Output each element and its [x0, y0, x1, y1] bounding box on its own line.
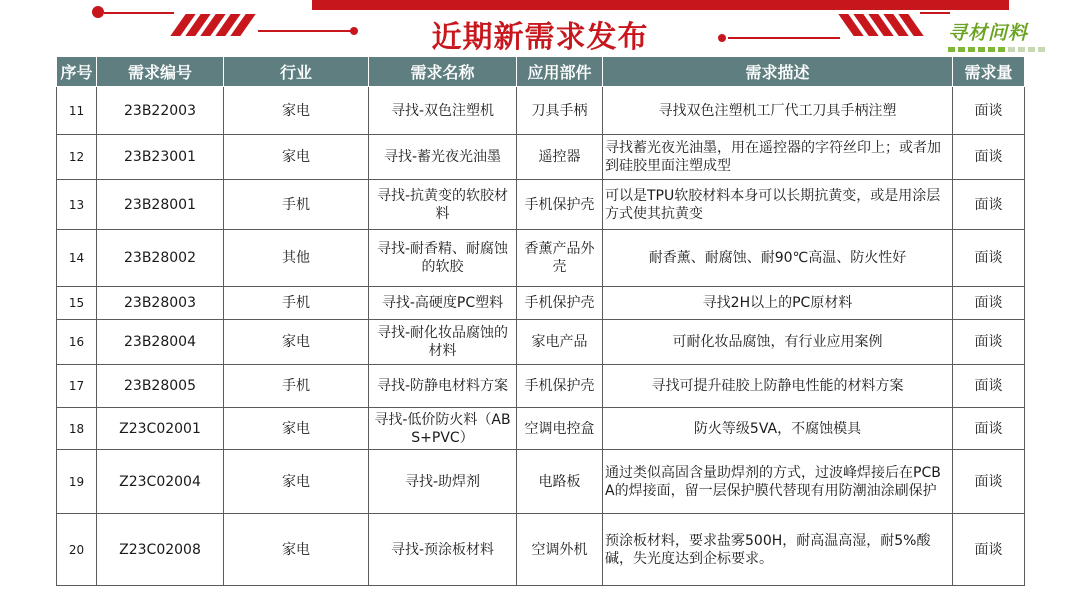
cell-qty: 面谈	[953, 180, 1025, 230]
cell-industry: 其他	[224, 230, 369, 287]
cell-qty: 面谈	[953, 408, 1025, 450]
cell-code: Z23C02001	[97, 408, 224, 450]
table-row	[57, 87, 1025, 135]
cell-industry: 手机	[224, 287, 369, 320]
cell-code: 23B22003	[97, 87, 224, 135]
cell-qty: 面谈	[953, 320, 1025, 365]
cell-name: 寻找-耐香精、耐腐蚀的软胶	[369, 230, 517, 287]
cell-industry: 家电	[224, 320, 369, 365]
col-header-seq: 序号	[57, 57, 97, 87]
cell-seq: 19	[57, 450, 97, 514]
cell-desc: 通过类似高固含量助焊剂的方式，过波峰焊接后在PCBA的焊接面，留一层保护膜代替现有用防潮油涂刷保护	[603, 450, 953, 514]
table-row	[57, 180, 1025, 230]
cell-name: 寻找-耐化妆品腐蚀的材料	[369, 320, 517, 365]
cell-part: 刀具手柄	[517, 87, 603, 135]
cell-seq: 20	[57, 514, 97, 586]
requirements-table	[56, 56, 1025, 586]
cell-desc: 耐香薰、耐腐蚀、耐90℃高温、防火性好	[603, 230, 953, 287]
cell-industry: 家电	[224, 135, 369, 180]
cell-desc: 寻找可提升硅胶上防静电性能的材料方案	[603, 365, 953, 408]
cell-code: 23B28002	[97, 230, 224, 287]
cell-desc: 寻找2H以上的PC原材料	[603, 287, 953, 320]
cell-desc: 可以是TPU软胶材料本身可以长期抗黄变，或是用涂层方式使其抗黄变	[603, 180, 953, 230]
col-header-name: 需求名称	[369, 57, 517, 87]
table-row	[57, 230, 1025, 287]
cell-code: 23B28005	[97, 365, 224, 408]
cell-part: 手机保护壳	[517, 180, 603, 230]
col-header-part: 应用部件	[517, 57, 603, 87]
table-row	[57, 408, 1025, 450]
cell-code: 23B28001	[97, 180, 224, 230]
cell-desc: 防火等级5VA，不腐蚀模具	[603, 408, 953, 450]
cell-part: 空调电控盒	[517, 408, 603, 450]
table-row	[57, 320, 1025, 365]
cell-industry: 家电	[224, 514, 369, 586]
cell-qty: 面谈	[953, 230, 1025, 287]
cell-seq: 11	[57, 87, 97, 135]
cell-industry: 家电	[224, 408, 369, 450]
cell-qty: 面谈	[953, 135, 1025, 180]
cell-part: 空调外机	[517, 514, 603, 586]
table-row	[57, 514, 1025, 586]
cell-desc: 预涂板材料，要求盐雾500H，耐高温高湿，耐5%酸碱，失光度达到企标要求。	[603, 514, 953, 586]
table-row	[57, 450, 1025, 514]
cell-part: 手机保护壳	[517, 287, 603, 320]
cell-name: 寻找-预涂板材料	[369, 514, 517, 586]
table-row	[57, 287, 1025, 320]
cell-name: 寻找-双色注塑机	[369, 87, 517, 135]
brand-logo	[948, 18, 1058, 52]
table-header-row	[57, 57, 1025, 87]
logo-text: 寻材问料	[948, 22, 1029, 44]
cell-qty: 面谈	[953, 87, 1025, 135]
cell-qty: 面谈	[953, 514, 1025, 586]
col-header-desc: 需求描述	[603, 57, 953, 87]
cell-seq: 12	[57, 135, 97, 180]
cell-seq: 16	[57, 320, 97, 365]
cell-seq: 13	[57, 180, 97, 230]
cell-part: 家电产品	[517, 320, 603, 365]
cell-name: 寻找-抗黄变的软胶材料	[369, 180, 517, 230]
cell-part: 电路板	[517, 450, 603, 514]
table-row	[57, 135, 1025, 180]
cell-code: 23B28003	[97, 287, 224, 320]
table-body	[57, 87, 1025, 586]
col-header-qty: 需求量	[953, 57, 1025, 87]
cell-code: 23B28004	[97, 320, 224, 365]
cell-desc: 可耐化妆品腐蚀，有行业应用案例	[603, 320, 953, 365]
cell-code: Z23C02004	[97, 450, 224, 514]
col-header-industry: 行业	[224, 57, 369, 87]
col-header-code: 需求编号	[97, 57, 224, 87]
cell-seq: 17	[57, 365, 97, 408]
left-decor-dot	[92, 6, 104, 18]
cell-desc: 寻找蓄光夜光油墨，用在遥控器的字符丝印上；或者加到硅胶里面注塑成型	[603, 135, 953, 180]
cell-industry: 家电	[224, 450, 369, 514]
right-decor-line	[920, 12, 950, 14]
cell-part: 遥控器	[517, 135, 603, 180]
cell-name: 寻找-低价防火料（ABS+PVC）	[369, 408, 517, 450]
table-row	[57, 365, 1025, 408]
cell-seq: 15	[57, 287, 97, 320]
page-title: 近期新需求发布	[431, 20, 649, 55]
cell-qty: 面谈	[953, 287, 1025, 320]
cell-seq: 18	[57, 408, 97, 450]
cell-industry: 家电	[224, 87, 369, 135]
cell-part: 香薰产品外壳	[517, 230, 603, 287]
cell-part: 手机保护壳	[517, 365, 603, 408]
cell-qty: 面谈	[953, 365, 1025, 408]
cell-name: 寻找-蓄光夜光油墨	[369, 135, 517, 180]
cell-code: 23B23001	[97, 135, 224, 180]
cell-name: 寻找-助焊剂	[369, 450, 517, 514]
cell-name: 寻找-防静电材料方案	[369, 365, 517, 408]
cell-qty: 面谈	[953, 450, 1025, 514]
cell-seq: 14	[57, 230, 97, 287]
logo-blocks	[948, 47, 1058, 52]
cell-industry: 手机	[224, 365, 369, 408]
cell-industry: 手机	[224, 180, 369, 230]
cell-desc: 寻找双色注塑机工厂代工刀具手柄注塑	[603, 87, 953, 135]
cell-code: Z23C02008	[97, 514, 224, 586]
cell-name: 寻找-高硬度PC塑料	[369, 287, 517, 320]
top-accent-bar	[312, 0, 1009, 10]
left-decor-line	[104, 12, 174, 14]
